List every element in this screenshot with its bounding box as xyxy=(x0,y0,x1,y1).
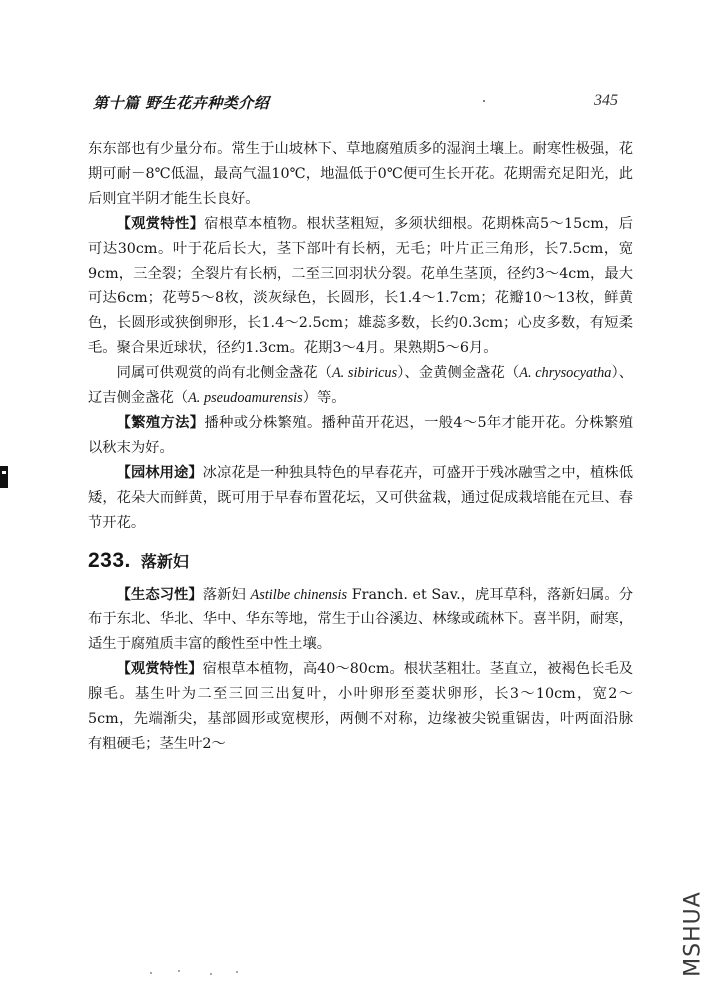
latin-name: A. chrysocyatha xyxy=(519,365,612,382)
body-text xyxy=(88,137,633,757)
text-run: ）、辽吉侧金盏花（ xyxy=(88,365,633,407)
text-run: 同属可供观赏的尚有北侧金盏花（ xyxy=(116,365,332,382)
section-heading xyxy=(88,549,633,573)
watermark-text: MSHUA xyxy=(680,891,706,977)
section-title: 落新妇 xyxy=(140,551,189,571)
header-dot xyxy=(483,100,485,102)
section-label: 【观赏特性】 xyxy=(116,215,205,232)
page-number: 345 xyxy=(594,92,618,109)
paragraph-text: 宿根草本植物，高40～80cm。根状茎粗壮。茎直立，被褐色长毛及腺毛。基生叶为二至三回三出复叶，小叶卵形至菱状卵形，长3～10cm，宽2～5cm，先端渐尖，基部圆形或宽楔形，两侧不对称，边缘被尖锐重锯齿，叶两面沿脉有粗硬毛；茎生叶2～ xyxy=(88,661,634,752)
paragraph-text: 宿根草本植物。根状茎粗短，多须状细根。花期株高5～15cm，后可达30cm。叶于花后长大，茎下部叶有长柄，无毛；叶片正三角形，长7.5cm，宽9cm，三全裂；全裂片有长柄，二至三回羽状分裂。花单生茎顶，径约3～4cm，最大可达6cm；花萼5～8枚，淡灰绿色，长圆形，长1.4～1.7cm；花瓣10～13枚，鲜黄色，长圆形或狭倒卵形，长1.4～2.5cm；雄蕊多数，长约0.3cm；心皮多数，有短柔毛。聚合果近球状，径约1.3cm。花期3～4月。果熟期5～6月。 xyxy=(88,215,633,357)
section-label: 【园林用途】 xyxy=(116,464,203,481)
section-label: 【生态习性】 xyxy=(116,586,203,603)
text-run: ）、金黄侧金盏花（ xyxy=(397,365,520,382)
paragraph xyxy=(88,212,633,361)
paragraph xyxy=(88,461,633,536)
page-header xyxy=(93,90,618,114)
binding-mark xyxy=(0,466,8,488)
latin-name: A. sibiricus xyxy=(331,365,398,382)
paragraph-text: 东东部也有少量分布。常生于山坡林下、草地腐殖质多的湿润土壤上。耐寒性极强，花期可耐－8℃低温，最高气温10℃，地温低于0℃便可生长开花。花期需充足阳光，此后则宜半阴才能生长良好。 xyxy=(88,141,633,207)
paragraph xyxy=(88,583,633,658)
section-label: 【繁殖方法】 xyxy=(116,414,205,431)
paragraph xyxy=(88,411,633,461)
paragraph xyxy=(88,361,633,411)
paragraph-text: 播种或分株繁殖。播种苗开花迟，一般4～5年才能开花。分株繁殖以秋末为好。 xyxy=(88,414,633,456)
header-title: 第十篇 野生花卉种类介绍 xyxy=(93,94,270,112)
latin-name: A. pseudoamurensis xyxy=(188,390,303,407)
paragraph xyxy=(88,657,633,757)
section-number: 233. xyxy=(88,548,131,572)
paragraph-text: 冰凉花是一种独具特色的早春花卉，可盛开于残冰融雪之中，植株低矮，花朵大而鲜黄，既可用于早春布置花坛，又可供盆栽，通过促成栽培能在元旦、春节开花。 xyxy=(88,464,633,531)
text-run: ）等。 xyxy=(302,390,346,407)
section-label: 【观赏特性】 xyxy=(116,661,203,678)
paragraph xyxy=(88,137,633,212)
watermark xyxy=(679,879,707,989)
scan-specks xyxy=(150,970,240,976)
latin-name: Astilbe chinensis xyxy=(250,586,348,603)
text-run: 落新妇 xyxy=(202,586,251,603)
text-run: Franch. et Sav.，虎耳草科，落新妇属。分布于东北、华北、华中、华东等地，常生于山谷溪边、林缘或疏林下。喜半阴，耐寒，适生于腐殖质丰富的酸性至中性土壤。 xyxy=(88,586,634,653)
